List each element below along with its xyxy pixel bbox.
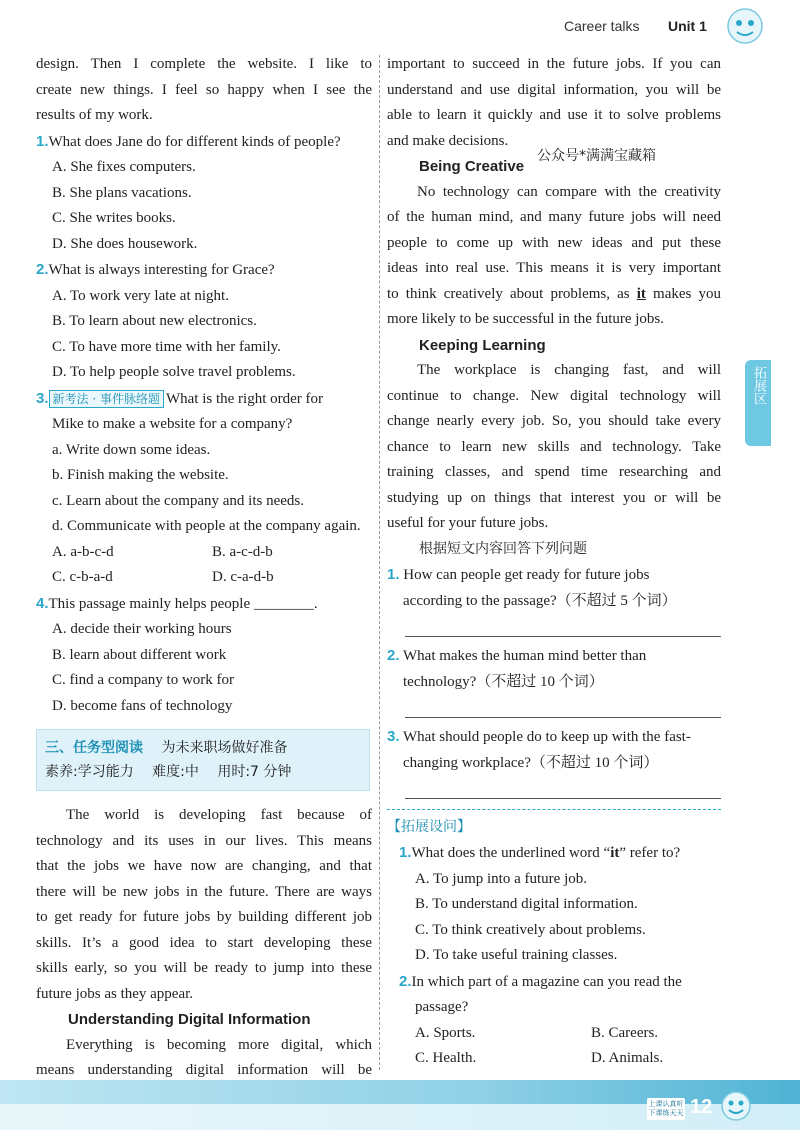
option[interactable]: C. To have more time with her family. (52, 338, 281, 355)
option[interactable]: A. decide their working hours (52, 621, 232, 637)
option[interactable]: D. To help people solve travel problems. (52, 364, 296, 380)
task-difficulty: 难度:中 (152, 764, 199, 780)
passage-line: more likely to be successful in the future jobs. (387, 311, 665, 327)
answer-line[interactable] (405, 776, 721, 799)
mascot-icon (716, 1088, 756, 1124)
passage-line: future jobs as they appear. (36, 985, 194, 1002)
passage-line: No technology can compare with the creativity (417, 183, 721, 200)
instructions: 根据短文内容回答下列问题 (419, 540, 587, 557)
passage-line: understand and use digital information, you will be (387, 81, 721, 98)
question-type-tag: 新考法 · 事件脉络题 (49, 390, 164, 408)
answer-question-2: 2. What makes the human mind better than (387, 647, 647, 664)
column-divider (379, 55, 380, 1070)
option[interactable]: A. a-b-c-d (52, 543, 114, 560)
option-row (387, 1046, 721, 1072)
passage-line: studying up on things that interest you or will be (387, 489, 721, 506)
answer-question-3-cont: changing workplace?（不超过 10 个词） (403, 754, 659, 771)
ext-question-1: 1.What does the underlined word “it” refer to? (399, 844, 681, 861)
step: c. Learn about the company and its needs. (52, 492, 304, 509)
passage-line: The world is developing fast because of (66, 807, 372, 823)
answer-line[interactable] (405, 695, 721, 718)
passage-line: The workplace is changing fast, and will (417, 362, 721, 378)
option[interactable]: D. She does housework. (52, 235, 198, 252)
passage-line: of the human mind, and many future jobs will need (387, 209, 721, 225)
option[interactable]: C. To think creatively about problems. (415, 921, 646, 938)
answer-question-1-cont: according to the passage?（不超过 5 个词） (403, 592, 677, 609)
side-tab-extension (745, 360, 771, 446)
step: b. Finish making the website. (52, 467, 229, 483)
question-3: 3. 新考法 · 事件脉络题 What is the right order for (36, 389, 323, 407)
intro-line: design. Then I complete the website. I like to (36, 56, 372, 72)
option[interactable]: D. To take useful training classes. (415, 947, 618, 963)
option[interactable]: B. learn about different work (52, 646, 227, 663)
right-column (387, 52, 721, 1072)
option[interactable]: C. She writes books. (52, 210, 176, 226)
task-skill: 素养:学习能力 (45, 764, 134, 780)
section-title: 三、任务型阅读 (45, 740, 143, 756)
answer-question-2-cont: technology?（不超过 10 个词） (403, 673, 604, 690)
passage-line: chance to learn new skills and technology. Take (387, 438, 721, 455)
passage-line: and make decisions. (387, 132, 509, 149)
side-tab-label: 拓展区 (751, 366, 766, 405)
header-unit: Unit 1 (668, 18, 707, 34)
step: a. Write down some ideas. (52, 441, 211, 458)
passage-line: Everything is becoming more digital, which (66, 1036, 372, 1053)
question-2: 2.What is always interesting for Grace? (36, 261, 275, 278)
passage-line: change nearly every job. So, you should take every (387, 413, 721, 429)
option[interactable]: D. c-a-d-b (212, 569, 274, 585)
subheading: Being Creative (419, 158, 525, 175)
extension-label: 【拓展设问】 (387, 809, 721, 836)
passage-line: skills early, so you will be ready to jump into these (36, 960, 372, 976)
answer-question-1: 1. How can people get ready for future jobs (387, 566, 650, 583)
option[interactable]: C. c-b-a-d (52, 569, 113, 585)
passage-line: skills. It’s a good idea to start developing these (36, 934, 372, 951)
left-column (36, 52, 372, 1084)
page-header (0, 14, 800, 44)
option[interactable]: D. become fans of technology (52, 697, 233, 714)
option[interactable]: C. Health. (415, 1050, 477, 1066)
passage-line: means understanding digital information will be (36, 1062, 372, 1078)
option[interactable]: A. To work very late at night. (52, 287, 229, 304)
footer-slogan: 上课认真听 下课练天天 (647, 1098, 685, 1120)
passage-line: to think creatively about problems, as it makes you (387, 285, 721, 302)
option-row (36, 540, 372, 566)
question-3-cont: Mike to make a website for a company? (52, 416, 293, 432)
option-row (387, 1021, 721, 1047)
watermark-text: 公众号*满满宝藏箱 (537, 148, 656, 164)
passage-line: to get ready for future jobs by building different job (36, 909, 372, 925)
option[interactable]: B. She plans vacations. (52, 184, 192, 201)
option[interactable]: D. Animals. (591, 1050, 664, 1066)
task-info-box (36, 729, 370, 791)
passage-line: technology and its uses in our lives. This means (36, 832, 372, 849)
intro-line: create new things. I feel so happy when I see the (36, 81, 372, 98)
intro-line: results of my work. (36, 107, 153, 123)
question-1: 1.What does Jane do for different kinds of people? (36, 132, 341, 150)
passage-line: that the jobs we have now are changing, and that (36, 858, 372, 874)
ext-question-2: 2.In which part of a magazine can you read the (399, 972, 682, 990)
subheading: Keeping Learning (419, 336, 546, 354)
passage-line: people to come up with new ideas and put these (387, 234, 721, 251)
answer-question-3: 3. What should people do to keep up with the fast- (387, 728, 691, 745)
passage-line: training classes, and spend time researching and (387, 464, 721, 480)
passage-line: able to learn it quickly and use it to solve problems (387, 107, 721, 123)
underlined-word: it (636, 285, 646, 302)
ext-question-2-cont: passage? (415, 999, 469, 1015)
passage-line: useful for your future jobs. (387, 515, 549, 531)
task-title: 为未来职场做好准备 (161, 740, 288, 756)
passage-line: important to succeed in the future jobs. If you can (387, 56, 721, 72)
option[interactable]: B. a-c-d-b (212, 543, 273, 560)
step: d. Communicate with people at the company again. (52, 518, 361, 534)
header-topic: Career talks (564, 18, 640, 34)
option[interactable]: B. Careers. (591, 1024, 659, 1041)
page-number: 12 (690, 1096, 713, 1118)
option[interactable]: C. find a company to work for (52, 672, 235, 688)
option[interactable]: B. To understand digital information. (415, 896, 638, 912)
subheading: Understanding Digital Information (68, 1011, 311, 1028)
option[interactable]: A. To jump into a future job. (415, 870, 587, 887)
option[interactable]: A. Sports. (415, 1024, 476, 1041)
passage-line: there will be new jobs in the future. There are ways (36, 883, 372, 900)
question-4: 4.This passage mainly helps people ________. (36, 594, 318, 612)
option-row (36, 565, 372, 591)
option[interactable]: B. To learn about new electronics. (52, 313, 257, 329)
mascot-logo-icon (722, 6, 768, 46)
option[interactable]: A. She fixes computers. (52, 159, 196, 175)
answer-line[interactable] (405, 614, 721, 637)
task-time: 用时:7 分钟 (217, 764, 292, 780)
passage-line: continue to change. New digital technology will (387, 387, 721, 404)
passage-line: ideas into real use. This means it is very important (387, 260, 721, 276)
